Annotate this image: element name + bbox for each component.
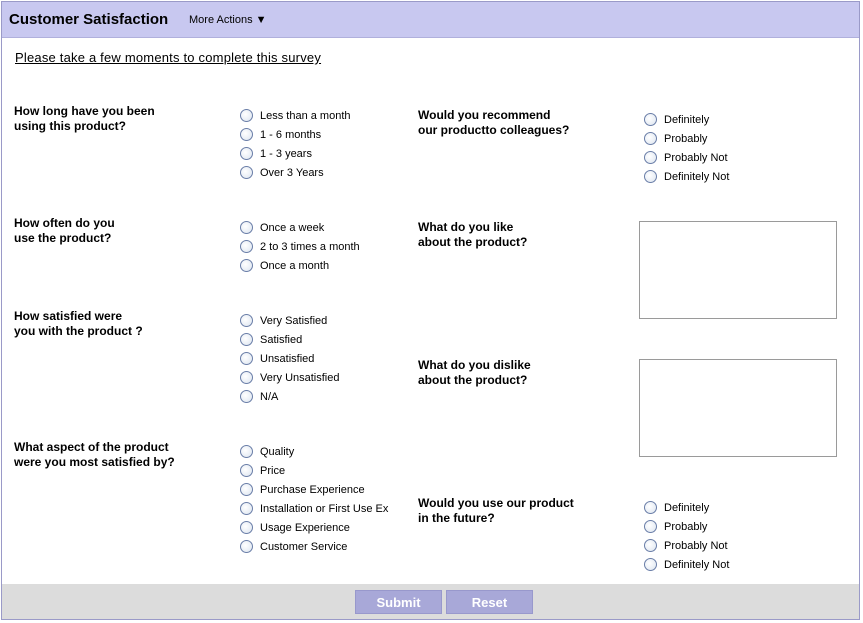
option-satisfaction-0[interactable]: Very Satisfied <box>240 311 327 330</box>
radio-button[interactable] <box>240 128 253 141</box>
option-usage-frequency-2[interactable]: Once a month <box>240 256 329 275</box>
option-satisfaction-3[interactable]: Very Unsatisfied <box>240 368 339 387</box>
option-aspect-1[interactable]: Price <box>240 461 285 480</box>
radio-button[interactable] <box>240 314 253 327</box>
radio-button[interactable] <box>644 520 657 533</box>
option-future-use-2[interactable]: Probably Not <box>644 536 728 555</box>
radio-button[interactable] <box>644 539 657 552</box>
page-title: Customer Satisfaction <box>9 11 169 28</box>
radio-button[interactable] <box>240 221 253 234</box>
radio-button[interactable] <box>240 333 253 346</box>
question-recommend: Would you recommend our productto colleagues? <box>418 108 570 137</box>
option-future-use-1[interactable]: Probably <box>644 517 707 536</box>
radio-button[interactable] <box>240 109 253 122</box>
radio-button[interactable] <box>644 151 657 164</box>
option-usage-length-0[interactable]: Less than a month <box>240 106 351 125</box>
radio-button[interactable] <box>240 240 253 253</box>
option-recommend-2[interactable]: Probably Not <box>644 148 728 167</box>
radio-button[interactable] <box>240 464 253 477</box>
radio-button[interactable] <box>644 132 657 145</box>
submit-button[interactable]: Submit <box>355 590 442 614</box>
radio-button[interactable] <box>240 483 253 496</box>
option-usage-frequency-1[interactable]: 2 to 3 times a month <box>240 237 360 256</box>
reset-button[interactable]: Reset <box>446 590 533 614</box>
option-future-use-0[interactable]: Definitely <box>644 498 709 517</box>
question-dislike: What do you dislike about the product? <box>418 358 531 387</box>
option-satisfaction-1[interactable]: Satisfied <box>240 330 302 349</box>
radio-button[interactable] <box>644 558 657 571</box>
option-recommend-0[interactable]: Definitely <box>644 110 709 129</box>
radio-button[interactable] <box>240 502 253 515</box>
radio-button[interactable] <box>240 166 253 179</box>
dislike-textarea[interactable] <box>639 359 837 457</box>
option-usage-length-3[interactable]: Over 3 Years <box>240 163 324 182</box>
option-aspect-4[interactable]: Usage Experience <box>240 518 350 537</box>
survey-intro: Please take a few moments to complete this survey <box>15 50 322 65</box>
option-usage-length-1[interactable]: 1 - 6 months <box>240 125 321 144</box>
question-future-use: Would you use our product in the future? <box>418 496 574 525</box>
option-usage-length-2[interactable]: 1 - 3 years <box>240 144 312 163</box>
radio-button[interactable] <box>240 371 253 384</box>
option-aspect-2[interactable]: Purchase Experience <box>240 480 365 499</box>
option-aspect-0[interactable]: Quality <box>240 442 294 461</box>
option-recommend-1[interactable]: Probably <box>644 129 707 148</box>
radio-button[interactable] <box>240 540 253 553</box>
radio-button[interactable] <box>240 390 253 403</box>
option-aspect-5[interactable]: Customer Service <box>240 537 347 556</box>
footer-bar <box>2 584 859 619</box>
radio-button[interactable] <box>644 170 657 183</box>
radio-button[interactable] <box>644 501 657 514</box>
option-satisfaction-4[interactable]: N/A <box>240 387 278 406</box>
radio-button[interactable] <box>240 147 253 160</box>
option-recommend-3[interactable]: Definitely Not <box>644 167 729 186</box>
more-actions-menu[interactable]: More Actions ▼ <box>189 14 267 26</box>
question-usage-length: How long have you been using this product? <box>14 104 155 133</box>
question-like: What do you like about the product? <box>418 220 528 249</box>
radio-button[interactable] <box>240 352 253 365</box>
option-usage-frequency-0[interactable]: Once a week <box>240 218 324 237</box>
like-textarea[interactable] <box>639 221 837 319</box>
option-satisfaction-2[interactable]: Unsatisfied <box>240 349 314 368</box>
header-bar <box>2 2 859 38</box>
radio-button[interactable] <box>240 445 253 458</box>
option-aspect-3[interactable]: Installation or First Use Ex <box>240 499 388 518</box>
question-satisfaction: How satisfied were you with the product ? <box>14 309 143 338</box>
radio-button[interactable] <box>240 259 253 272</box>
question-aspect: What aspect of the product were you most satisfied by? <box>14 440 175 469</box>
radio-button[interactable] <box>240 521 253 534</box>
option-future-use-3[interactable]: Definitely Not <box>644 555 729 574</box>
question-usage-frequency: How often do you use the product? <box>14 216 115 245</box>
radio-button[interactable] <box>644 113 657 126</box>
